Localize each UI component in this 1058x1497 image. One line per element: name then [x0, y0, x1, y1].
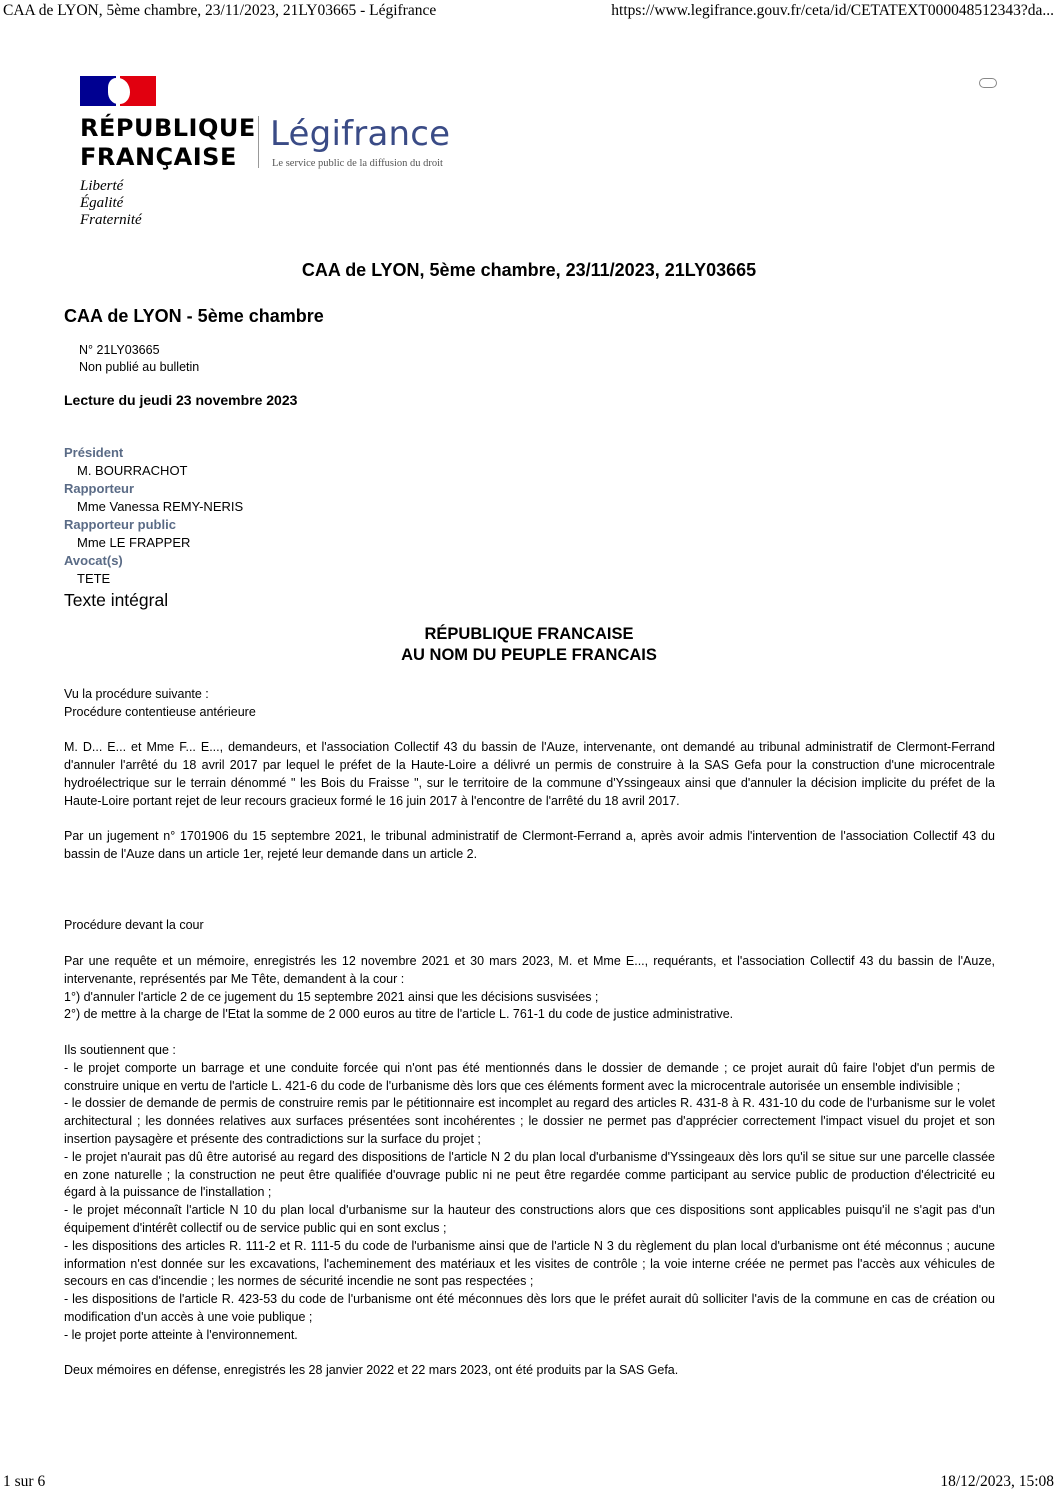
role-label: Rapporteur public [64, 517, 176, 532]
logo-separator [258, 116, 259, 168]
body-line: 2°) de mettre à la charge de l'Etat la somme de 2 000 euros au titre de l'article L. 761-1 du code de justice administrative. [64, 1007, 734, 1022]
role-value: Mme LE FRAPPER [77, 535, 191, 550]
role-label: Rapporteur [64, 481, 135, 496]
publication-status: Non publié au bulletin [79, 360, 200, 374]
section-heading: Procédure devant la cour [64, 918, 204, 933]
texte-integral-heading: Texte intégral [64, 590, 169, 610]
role-label: Avocat(s) [64, 553, 123, 568]
decision-meta [79, 342, 199, 376]
print-footer-date: 18/12/2023, 15:08 [940, 1473, 1054, 1490]
bullet-item: - le projet comporte un barrage et une conduite forcée qui n'ont pas été mentionnés dans le dossier de demande ; ce projet aurait dû faire l'objet d'un permis de construire unique en vertu de l'article L. 421-6 du code de l'urbanisme dès lors que ces éléments forment avec la microcentrale autorisée un ensemble indivisible ; [64, 1060, 995, 1093]
legifrance-tagline: Le service public de la diffusion du droit [272, 158, 443, 169]
bullet-item: - les dispositions des articles R. 111-2 et R. 111-5 du code de l'urbanisme ainsi que de l'article N 3 du règlement du plan local d'urbanisme ont été méconnus ; aucune information n'est donnée sur les excavations, l'acheminement des matériaux et les visites de contrôle ; la voie interne créée ne permet pas l'accès aux véhicules de secours en cas d'incendie ; les normes de sécurité incendie ne sont pas respectées ; [64, 1238, 995, 1289]
body-paragraph: Par une requête et un mémoire, enregistrés les 12 novembre 2021 et 30 mars 2023, M. et Mme E..., requérants, et l'association Collectif 43 du bassin de l'Auze, intervenante, représentés par Me Tête, demandent à la cour : [64, 953, 995, 986]
role-label: Président [64, 445, 124, 460]
bullet-item: - les dispositions de l'article R. 423-53 du code de l'urbanisme ont été méconnues dès lors que le préfet aurait dû solliciter l'avis de la commune en cas de création ou modification d'un accès à une voie publique ; [64, 1292, 995, 1324]
role-value: Mme Vanessa REMY-NERIS [77, 499, 244, 514]
bullet-item: - le projet porte atteinte à l'environnement. [64, 1327, 298, 1342]
bullet-item: - le projet n'aurait pas dû être autorisé au regard des dispositions de l'article N 2 du plan local d'urbanisme d'Yssingeaux dès lors qu'il se situe sur une parcelle classée en zone naturelle ; la construction ne peut être qualifiée d'ouvrage public ni ne peut être regardée comme participant au service public de production d'électricité eu égard à la puissance de l'installation ; [64, 1149, 995, 1200]
menu-toggle-icon[interactable] [979, 78, 997, 88]
bullet-item: - le dossier de demande de permis de construire remis par le pétitionnaire est incomplet au regard des articles R. 431-8 à R. 431-10 du code de l'urbanisme sur le volet architectural ; les données relatives aux surfaces présentées sont incohérentes ; le dossier ne permet pas d'apprécier correctement l'impact visuel du projet et son insertion paysagère et présente des contradictions sur la surface du projet ; [64, 1096, 995, 1146]
juridiction-heading: CAA de LYON - 5ème chambre [64, 306, 324, 326]
print-header-title: CAA de LYON, 5ème chambre, 23/11/2023, 21LY03665 - Légifrance [3, 2, 437, 19]
bullet-item: - le projet méconnaît l'article N 10 du plan local d'urbanisme sur la hauteur des constructions alors que ces dispositions sont applicables puisqu'il ne s'agit pas d'un équipement d'intérêt collectif ou de service public qui en sont exclus ; [64, 1203, 995, 1235]
roles-list [64, 444, 243, 588]
body-paragraph: Par un jugement n° 1701906 du 15 septembre 2021, le tribunal administratif de Clermont-Ferrand a, après avoir admis l'intervention de l'association Collectif 43 du bassin de l'Auze dans un article 1er, rejeté leur demande dans un article 2. [64, 829, 995, 862]
devise: Liberté Égalité Fraternité [80, 178, 142, 228]
page-title: CAA de LYON, 5ème chambre, 23/11/2023, 21LY03665 [301, 260, 757, 280]
print-footer-page: 1 sur 6 [3, 1473, 46, 1490]
decision-body [64, 686, 995, 1380]
body-paragraph: M. D... E... et Mme F... E..., demandeurs, et l'association Collectif 43 du bassin de l'Auze, intervenante, ont demandé au tribunal administratif de Clermont-Ferrand d'annuler l'arrêté du 18 avril 2017 par lequel le préfet de la Haute-Loire a délivré un permis de construire à la SAS Gefa pour la construction d'une microcentrale hydroélectrique sur le terrain dénommé " les Bois du Fraisse ", sur le territoire de la commune d'Yssingeaux ainsi que d'annuler la décision implicite du préfet de la Haute-Loire portant rejet de leur recours gracieux formé le 16 juin 2017 à l'encontre de l'arrêté du 18 avril 2017. [64, 740, 995, 808]
republique-heading: RÉPUBLIQUE FRANCAISE AU NOM DU PEUPLE FRANCAIS [401, 625, 657, 664]
role-value: M. BOURRACHOT [77, 463, 188, 478]
body-line: 1°) d'annuler l'article 2 de ce jugement du 15 septembre 2021 ainsi que les décisions susvisées ; [64, 989, 599, 1004]
decision-number: N° 21LY03665 [79, 343, 160, 357]
body-paragraph: Deux mémoires en défense, enregistrés les 28 janvier 2022 et 22 mars 2023, ont été produits par la SAS Gefa. [64, 1363, 679, 1378]
body-line: Vu la procédure suivante : [64, 687, 209, 701]
republique-francaise-wordmark: RÉPUBLIQUE FRANÇAISE [80, 114, 256, 171]
print-header-url: https://www.legifrance.gouv.fr/ceta/id/CETATEXT000048512343?da... [611, 2, 1054, 19]
role-value: TETE [77, 571, 111, 586]
body-line: Ils soutiennent que : [64, 1042, 176, 1057]
marianne-flag-icon [80, 76, 156, 106]
body-line: Procédure contentieuse antérieure [64, 704, 256, 719]
lecture-date: Lecture du jeudi 23 novembre 2023 [64, 392, 298, 408]
legifrance-wordmark: Légifrance [270, 114, 451, 154]
